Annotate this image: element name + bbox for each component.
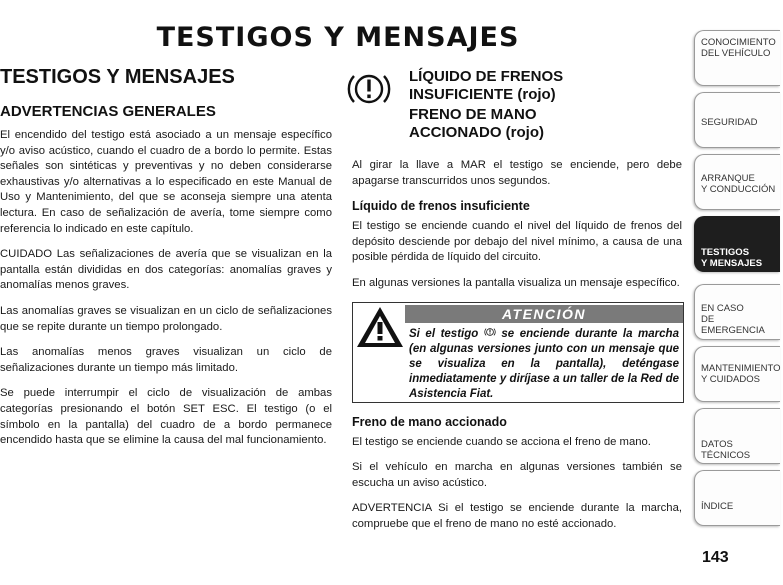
title-freno-mano: FRENO DE MANO [409, 106, 537, 123]
warning-triangle-icon [353, 303, 405, 349]
title-accionado: ACCIONADO [409, 124, 502, 141]
attention-text-after: se enciende durante la marcha (en algunas versiones junto con un mensaje que se visualiza en la pantalla), deténgase inmediatamente y diríjase a un taller de la Red de Asistencia Fiat. [409, 327, 679, 400]
attention-right [405, 303, 683, 402]
subheading-freno-mano: Freno de mano accionado [352, 414, 507, 429]
tab-datos-tecnicos[interactable] [694, 408, 780, 464]
paragraph-general-1: El encendido del testigo está asociado a un mensaje específico y/o aviso acústico, cuando el cuadro de a bordo lo permite. Estas señales son sintéticas y preventivas y no deben considerarse exhaustivas y/o alternativas a lo especificado en este Manual de Uso y Mantenimiento, del que se aconseja siempre una atenta lectura. En caso de señalización de avería, tome siempre como referencia lo indicado en este capítulo. [0, 129, 332, 235]
tab-arranque[interactable] [694, 154, 780, 210]
tab-label-line2: Y CUIDADOS [701, 374, 760, 385]
page-header-title: TESTIGOS Y MENSAJES [156, 22, 520, 53]
tab-label-line1: ARRANQUE [701, 173, 755, 184]
title-insuficiente-row [409, 86, 679, 104]
paragraph-graves: Las anomalías graves se visualizan en un ciclo de señalizaciones que se repite durante un tiempo prolongado. [0, 304, 332, 333]
tab-label-line1: DATOS TÉCNICOS [701, 439, 751, 461]
tab-label-line2: Y MENSAJES [701, 258, 763, 269]
brake-warning-inline-icon [484, 326, 496, 338]
tab-seguridad[interactable] [694, 92, 780, 148]
page-number: 143 [702, 549, 729, 566]
attention-text-before: Si el testigo [409, 327, 479, 340]
left-column [0, 66, 332, 459]
paragraph-freno-1: El testigo se enciende cuando se acciona el freno de mano. [352, 435, 651, 448]
brake-heading-block [352, 66, 682, 158]
tab-label-line1: ÍNDICE [701, 501, 734, 512]
attention-text-start [405, 323, 683, 402]
tab-label-line2: Y CONDUCCIÓN [701, 184, 776, 195]
brake-warning-icon [346, 66, 392, 112]
tab-label-line2: DEL VEHÍCULO [701, 48, 771, 59]
tab-label-line1: TESTIGOS [701, 247, 750, 258]
tab-label-line1: MANTENIMIENTO [701, 363, 781, 374]
tab-testigos[interactable] [694, 216, 780, 272]
paragraph-interrumpir: Se puede interrumpir el ciclo de visualización de ambas categorías presionando el botón SET ESC. El testigo (o el símbolo en la pantalla) del cuadro de a bordo permanece encendido hasta que se elimine la causa del mal funcionamiento. [0, 387, 332, 447]
attention-label: ATENCIÓN [405, 305, 683, 323]
paragraph-liquido-1: El testigo se enciende cuando el nivel del líquido de frenos del depósito desciende por debajo del nivel mínimo, a causa de una posible pérdida de líquido del circuito. [352, 220, 682, 264]
right-column [352, 66, 682, 543]
title-insuficiente: INSUFICIENTE [409, 86, 514, 103]
paragraph-freno-2: Si el vehículo en marcha en algunas versiones también se escucha un aviso acústico. [352, 461, 682, 489]
paragraph-liquido-2: En algunas versiones la pantalla visualiza un mensaje específico. [352, 276, 680, 289]
paragraph-cuidado: CUIDADO Las señalizaciones de avería que se visualizan en la pantalla están divididas en dos categorías: anomalías graves y anomalías menos graves. [0, 248, 332, 292]
tab-label-line2: DE EMERGENCIA [701, 314, 765, 336]
title-accionado-row [409, 124, 679, 142]
tab-emergencia[interactable] [694, 284, 780, 340]
paragraph-intro: Al girar la llave a MAR el testigo se enciende, pero debe apagarse transcurridos unos segundos. [352, 159, 682, 187]
tab-conocimiento[interactable] [694, 30, 780, 86]
section-title: TESTIGOS Y MENSAJES [0, 66, 235, 88]
title-insuficiente-color: (rojo) [517, 86, 556, 103]
subheading-liquido-frenos: Líquido de frenos insuficiente [352, 199, 530, 214]
title-liquido-frenos: LÍQUIDO DE FRENOS [409, 68, 564, 85]
attention-box [352, 302, 684, 403]
tab-indice[interactable] [694, 470, 780, 526]
tab-mantenimiento[interactable] [694, 346, 780, 402]
paragraph-freno-3: ADVERTENCIA Si el testigo se enciende durante la marcha, compruebe que el freno de mano no esté accionado. [352, 502, 682, 530]
tab-label-line1: CONOCIMIENTO [701, 37, 776, 48]
subsection-title: ADVERTENCIAS GENERALES [0, 103, 216, 120]
attention-top [353, 303, 683, 402]
paragraph-menos-graves: Las anomalías menos graves visualizan un ciclo de señalizaciones durante un tiempo más limitado. [0, 346, 332, 374]
title-accionado-color: (rojo) [505, 124, 544, 141]
tab-label-line1: EN CASO [701, 303, 744, 314]
brake-titles [409, 68, 679, 142]
tab-label-line1: SEGURIDAD [701, 117, 758, 128]
